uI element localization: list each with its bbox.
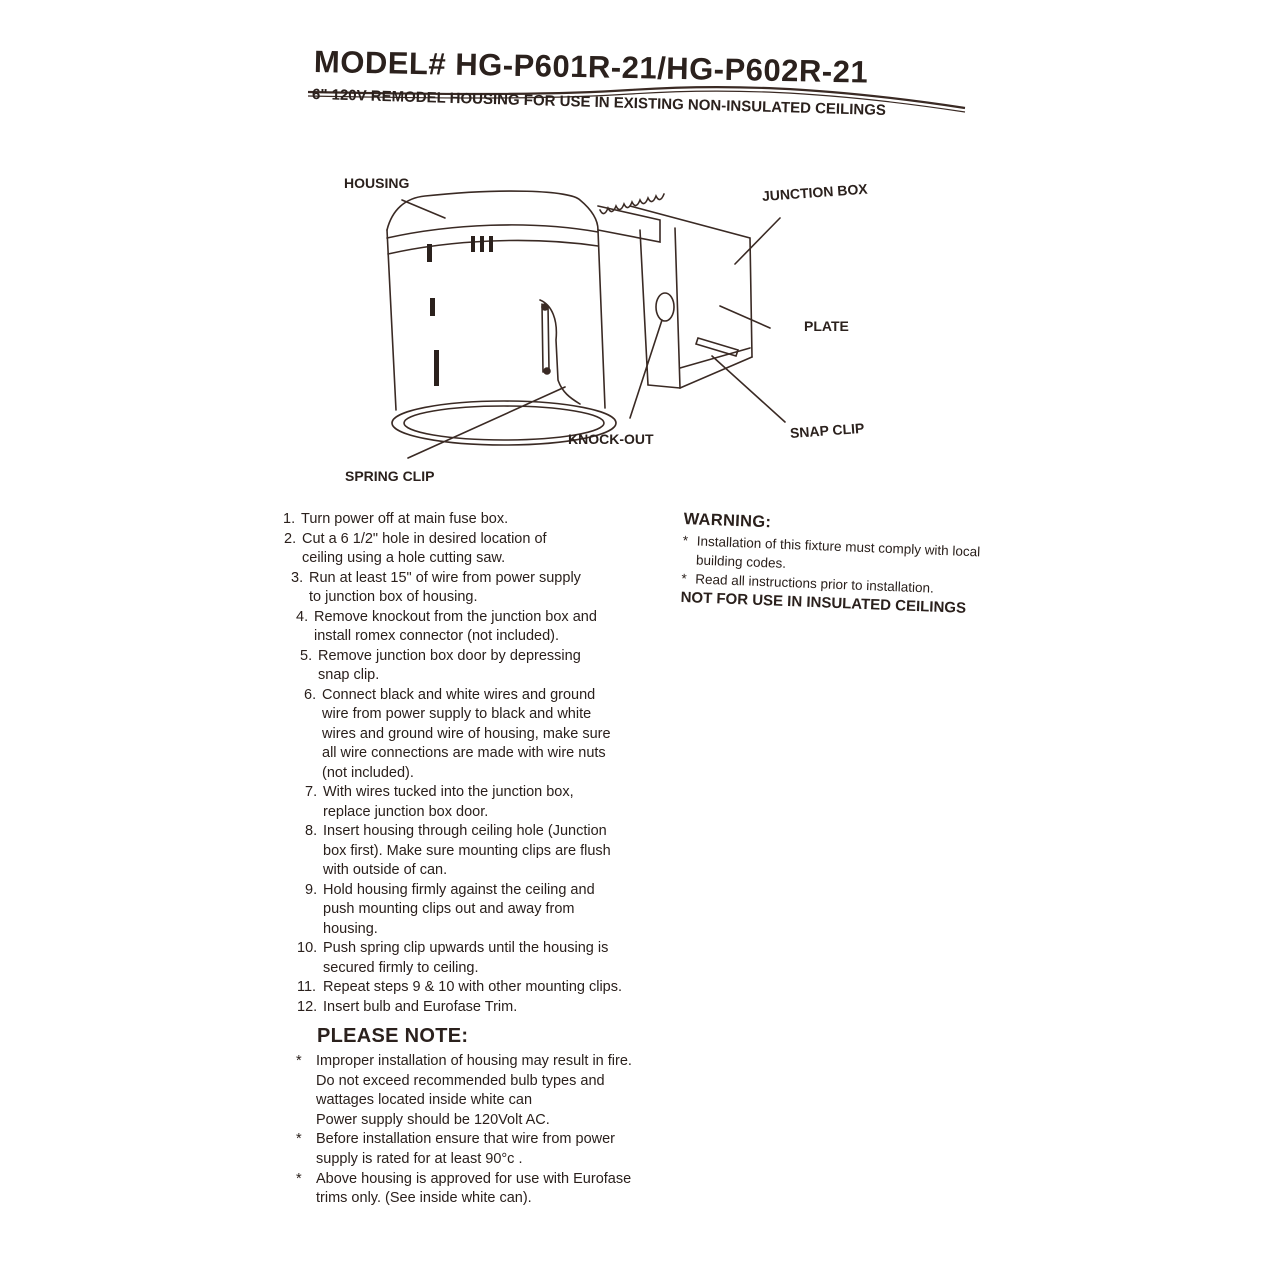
label-junction-box: JUNCTION BOX bbox=[761, 180, 869, 204]
label-snap-clip: SNAP CLIP bbox=[789, 419, 865, 441]
note-item: Power supply should be 120Volt AC. bbox=[316, 1111, 550, 1128]
step-item: 1. Turn power off at main fuse box. bbox=[283, 511, 509, 527]
step-item: 10. Push spring clip upwards until the housing is secured firmly to ceiling. bbox=[297, 940, 609, 976]
step-item: 6. Connect black and white wires and ground wire from power supply to black and white wires and ground wire of housing, make sure all wire connections are made with wire nuts (not included). bbox=[304, 686, 611, 781]
note-item: * Improper installation of housing may result in fire. bbox=[296, 1053, 632, 1069]
step-item: 4. Remove knockout from the junction box and install romex connector (not included). bbox=[296, 608, 597, 644]
step-item: 3. Run at least 15" of wire from power supply to junction box of housing. bbox=[291, 569, 581, 605]
step-item: 7. With wires tucked into the junction box, replace junction box door. bbox=[305, 784, 574, 820]
step-item: 9. Hold housing firmly against the ceiling and push mounting clips out and away from housing. bbox=[305, 881, 595, 937]
step-item: 2. Cut a 6 1/2" hole in desired location of ceiling using a hole cutting saw. bbox=[284, 530, 547, 566]
please-note-list bbox=[296, 1052, 636, 1209]
note-item: * Before installation ensure that wire from power supply is rated for at least 90°c . bbox=[296, 1131, 616, 1167]
model-title: MODEL# HG-P601R-21/HG-P602R-21 bbox=[313, 44, 869, 90]
installation-steps bbox=[283, 510, 633, 1017]
warning-heading: WARNING: bbox=[683, 510, 772, 532]
not-for-insulated-ceilings: NOT FOR USE IN INSULATED CEILINGS bbox=[680, 588, 967, 617]
step-item: 11. Repeat steps 9 & 10 with other mounting clips. bbox=[297, 979, 623, 995]
label-housing: HOUSING bbox=[344, 175, 410, 191]
model-subtitle: 6" 120V REMODEL HOUSING FOR USE IN EXISTING NON-INSULATED CEILINGS bbox=[311, 86, 887, 120]
label-plate: PLATE bbox=[804, 318, 849, 334]
warning-item: * Installation of this fixture must comply with local building codes. bbox=[682, 532, 981, 571]
step-item: 8. Insert housing through ceiling hole (Junction box first). Make sure mounting clips are flush with outside of can. bbox=[305, 823, 611, 878]
note-item: * Above housing is approved for use with Eurofase trims only. (See inside white can). bbox=[296, 1170, 632, 1207]
label-spring-clip: SPRING CLIP bbox=[345, 468, 435, 484]
step-item: 5. Remove junction box door by depressing snap clip. bbox=[300, 647, 581, 683]
please-note-heading: PLEASE NOTE: bbox=[317, 1025, 469, 1047]
label-knock-out: KNOCK-OUT bbox=[568, 431, 654, 447]
note-item: Do not exceed recommended bulb types and wattages located inside white can bbox=[316, 1072, 605, 1109]
warning-block bbox=[680, 510, 1003, 618]
step-item: 12. Insert bulb and Eurofase Trim. bbox=[297, 998, 518, 1015]
warning-item: * Read all instructions prior to installation. bbox=[681, 570, 935, 596]
